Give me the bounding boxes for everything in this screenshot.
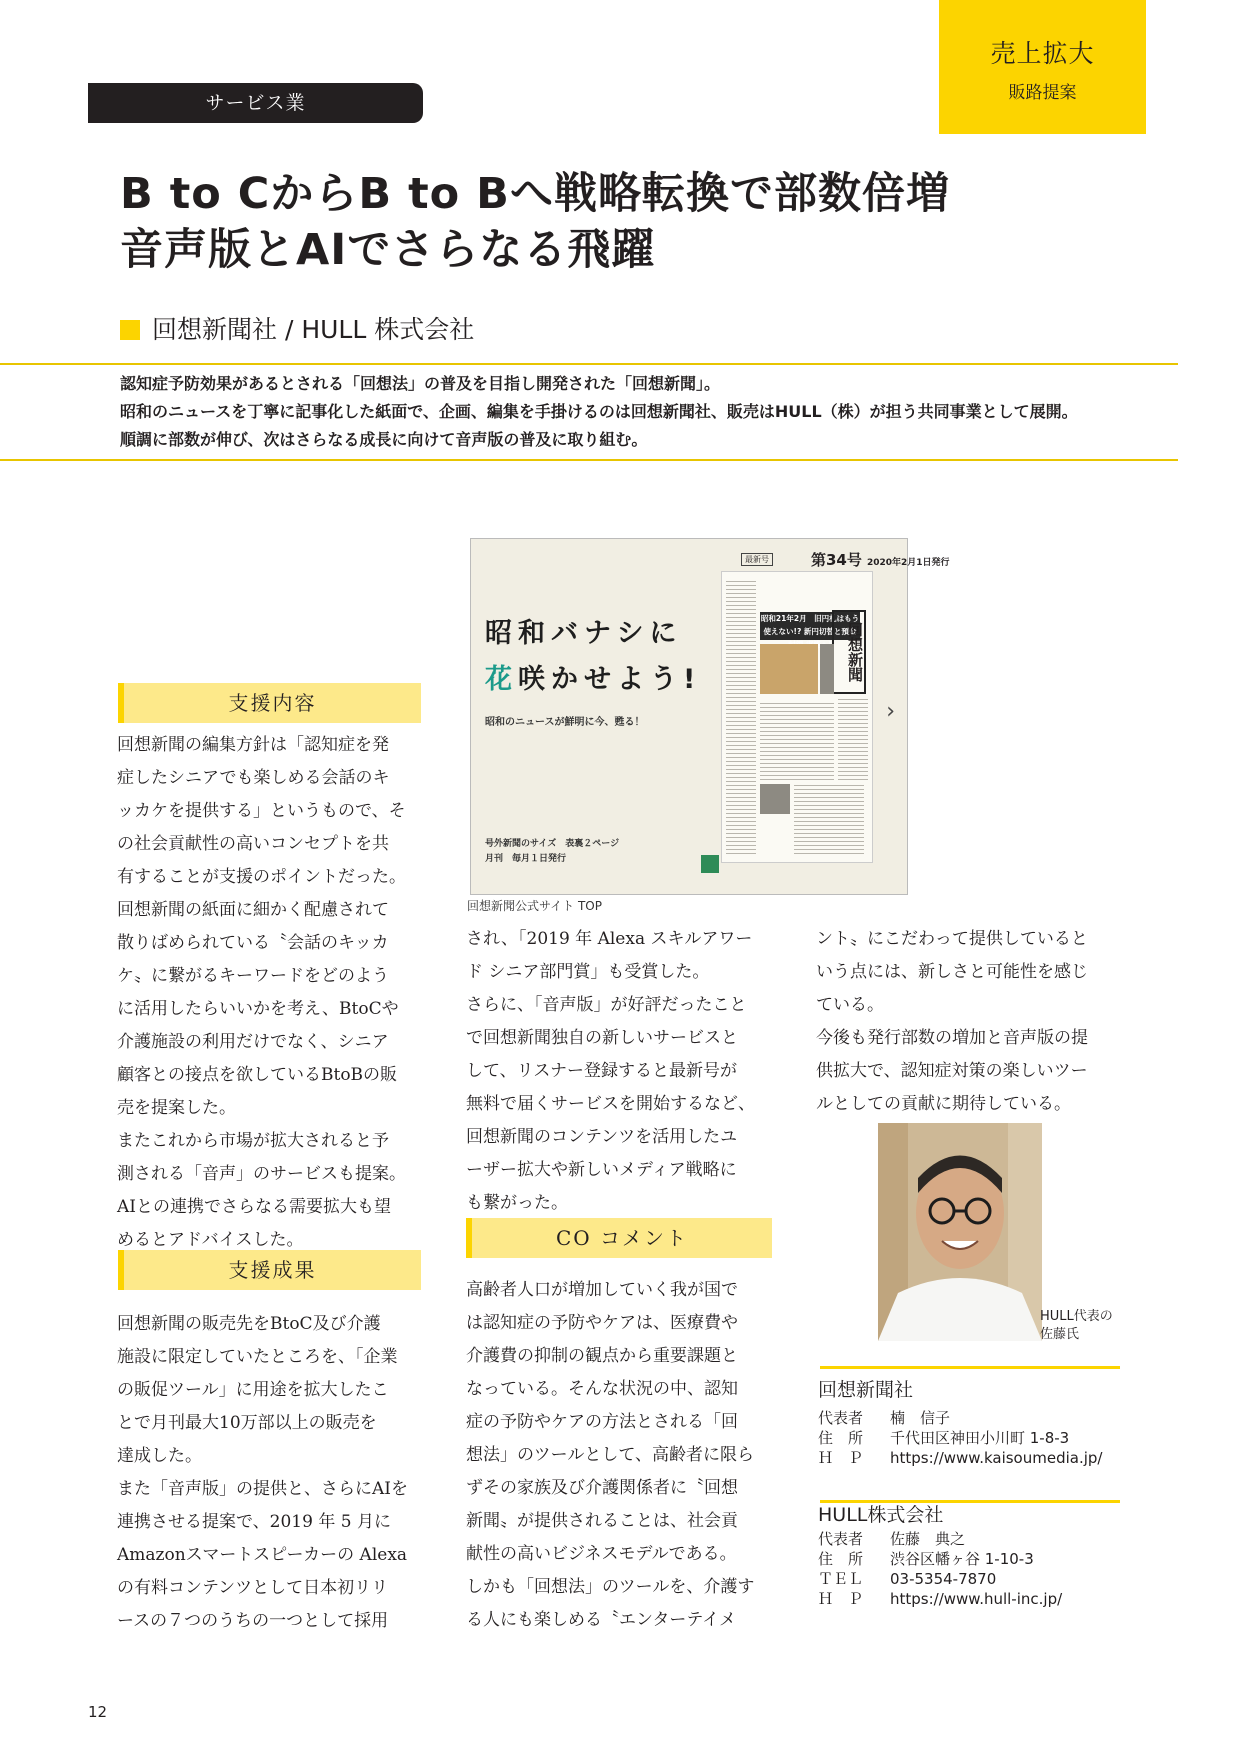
text-line: で回想新聞独自の新しいサービスと [466, 1028, 738, 1048]
text-line: なっている。そんな状況の中、認知 [466, 1379, 738, 1399]
text-line: ド シニア部門賞」も受賞した。 [466, 962, 710, 982]
text-line: 供拡大で、認知症対策の楽しいツー [816, 1061, 1088, 1081]
text-line: 施設に限定していたところを、「企業 [117, 1347, 398, 1367]
photo-caption-line: 佐藤氏 [1040, 1327, 1080, 1342]
row-value: https://www.hull-inc.jp/ [890, 1590, 1063, 1608]
portrait-illustration [878, 1123, 1042, 1341]
middle-body [466, 923, 778, 1220]
category-pill: サービス業 [88, 83, 423, 123]
company-row [818, 1549, 1062, 1569]
text-line: る人にも楽しめる〝エンターテイメ [466, 1610, 736, 1630]
text-line: 症したシニアでも楽しめる会話のキ [117, 768, 390, 788]
photo-caption [1040, 1308, 1113, 1344]
section-tag-main: 売上拡大 [990, 39, 1095, 68]
text-line: の社会貢献性の高いコンセプトを共 [117, 834, 389, 854]
row-value: 千代田区神田小川町 1-8-3 [890, 1429, 1070, 1447]
row-value: 03-5354-7870 [890, 1570, 997, 1588]
newspaper-column [726, 578, 756, 854]
text-line: 達成した。 [117, 1446, 202, 1466]
text-line: 高齢者人口が増加していく我が国で [466, 1280, 738, 1300]
headline-line-2: 音声版とAIでさらなる飛躍 [120, 225, 656, 275]
lead-paragraph [120, 370, 1078, 454]
row-value: https://www.kaisoumedia.jp/ [890, 1449, 1103, 1467]
company-row [818, 1569, 1062, 1589]
company-info-1 [818, 1375, 1102, 1468]
text-line: に活用したらいいかを考え、BtoCや [117, 999, 399, 1019]
row-key: 住 所 [818, 1550, 864, 1568]
text-line: ずその家族及び介護関係者に〝回想 [466, 1478, 738, 1498]
text-line: またこれから市場が拡大されると予 [117, 1131, 389, 1151]
info-divider [820, 1366, 1120, 1369]
text-line: 回想新聞の紙面に細かく配慮されて [117, 900, 389, 920]
text-line: ント〟にこだわって提供していると [816, 929, 1088, 949]
co-comment-body [466, 1274, 778, 1637]
text-line: 介護施設の利用だけでなく、シニア [117, 1032, 389, 1052]
text-line: 有することが支援のポイントだった。 [117, 867, 406, 887]
text-line: 症の予防やケアの方法とされる「回 [466, 1412, 738, 1432]
lead-top-rule [0, 363, 1178, 365]
text-line: 介護費の抑制の観点から重要課題と [466, 1346, 738, 1366]
website-screenshot [470, 538, 950, 895]
green-tab-icon [701, 855, 719, 873]
newspaper-column [760, 700, 834, 780]
text-line: ーザー拡大や新しいメディア戦略に [466, 1160, 737, 1180]
text-line: 回想新聞のコンテンツを活用したユ [466, 1127, 738, 1147]
row-key: 代表者 [818, 1409, 864, 1427]
headline-line-1: B to CからB to Bへ戦略転換で部数倍増 [120, 169, 950, 219]
text-line: 連携させる提案で、2019 年 5 月に [117, 1512, 391, 1532]
screenshot-caption: 回想新聞公式サイト TOP [467, 899, 602, 913]
text-line: も繋がった。 [466, 1193, 568, 1213]
portrait-photo [878, 1123, 1042, 1341]
text-line: 無料で届くサービスを開始するなど、 [466, 1094, 755, 1114]
hero-line-2 [485, 657, 701, 696]
newspaper-photo [820, 644, 834, 694]
row-key: 代表者 [818, 1530, 864, 1548]
right-body [816, 923, 1128, 1121]
co-comment-heading: CO コメント [466, 1218, 772, 1258]
text-line: は認知症の予防やケアは、医療費や [466, 1313, 738, 1333]
text-line: 散りばめられている〝会話のキッカ [117, 933, 389, 953]
lead-line-2: 昭和のニュースを丁寧に記事化した紙面で、企画、編集を手掛けるのは回想新聞社、販売はHULL（株）が担う共同事業として展開。 [120, 402, 1078, 421]
company-row [818, 1428, 1102, 1448]
section-tag-sub: 販路提案 [1008, 83, 1077, 103]
hero-footer-2: 月刊 毎月１日発行 [485, 854, 567, 864]
text-line: ッカケを提供する」というもので、そ [117, 801, 406, 821]
text-line: の有料コンテンツとして日本初リリ [117, 1578, 389, 1598]
text-line: 測される「音声」のサービスも提案。 [117, 1164, 406, 1184]
text-line: ースの７つのうちの一つとして採用 [117, 1611, 389, 1631]
newspaper-column [794, 784, 864, 854]
row-value: 楠 信子 [890, 1409, 951, 1427]
text-line: 回想新聞の販売先をBtoC及び介護 [117, 1314, 381, 1334]
issue-date: 2020年2月1日発行 [866, 558, 950, 568]
hero-footer-1: 号外新聞のサイズ 表裏２ページ [485, 839, 620, 849]
row-key: ＴＥＬ [818, 1570, 864, 1588]
support-results-body [117, 1308, 429, 1638]
text-line: され、「2019 年 Alexa スキルアワー [466, 929, 753, 949]
hero-highlight: 花 [485, 664, 518, 695]
hero-line-1: 昭和バナシに [485, 618, 683, 649]
text-line: の販促ツール」に用途を拡大したこ [117, 1380, 389, 1400]
text-line: とで月刊最大10万部以上の販売を [117, 1413, 377, 1433]
newspaper-masthead: 回想新聞 [832, 610, 866, 694]
support-results-heading: 支援成果 [118, 1250, 421, 1290]
text-line: ルとしての貢献に期待している。 [816, 1094, 1071, 1114]
text-line: さらに、「音声版」が好評だったこと [466, 995, 747, 1015]
company-line [120, 310, 474, 346]
issue-info [811, 549, 950, 570]
lead-line-1: 認知症予防効果があるとされる「回想法」の普及を目指し開発された「回想新聞」。 [120, 374, 721, 393]
company-row [818, 1589, 1062, 1609]
company-row [818, 1408, 1102, 1428]
hero-line-2-rest: 咲かせよう! [518, 664, 702, 695]
carousel-next-icon: › [886, 699, 895, 724]
text-line: しかも「回想法」のツールを、介護す [466, 1577, 755, 1597]
newspaper-banknote-photo [760, 644, 818, 694]
latest-issue-badge: 最新号 [741, 553, 773, 566]
text-line: AIとの連携でさらなる需要拡大も望 [117, 1197, 391, 1217]
text-line: 献性の高いビジネスモデルである。 [466, 1544, 737, 1564]
text-line: 顧客との接点を欲しているBtoBの販 [117, 1065, 398, 1085]
row-key: Ｈ Ｐ [818, 1590, 864, 1608]
text-line: 新聞〟が提供されることは、社会貢 [466, 1511, 738, 1531]
row-value: 渋谷区幡ヶ谷 1-10-3 [890, 1550, 1034, 1568]
lead-bottom-rule [0, 459, 1178, 461]
text-line: また「音声版」の提供と、さらにAIを [117, 1479, 408, 1499]
text-line: ケ〟に繋がるキーワードをどのよう [117, 966, 389, 986]
company-info-2 [818, 1500, 1062, 1609]
support-content-heading: 支援内容 [118, 683, 421, 723]
newspaper-photo [760, 784, 790, 814]
text-line: 売を提案した。 [117, 1098, 236, 1118]
text-line: めるとアドバイスした。 [117, 1230, 304, 1250]
company-row [818, 1448, 1102, 1468]
text-line: 回想新聞の編集方針は「認知症を発 [117, 735, 389, 755]
newspaper-preview [721, 571, 873, 863]
lead-line-3: 順調に部数が伸び、次はさらなる成長に向けて音声版の普及に取り組む。 [120, 430, 648, 449]
headline [120, 166, 950, 278]
text-line: ている。 [816, 995, 884, 1015]
yellow-square-icon [120, 320, 140, 340]
issue-number: 第34号 [811, 551, 862, 569]
hero-tagline: 昭和のニュースが鮮明に今、甦る！ [485, 717, 645, 728]
photo-caption-line: HULL代表の [1040, 1309, 1113, 1324]
row-key: Ｈ Ｐ [818, 1449, 864, 1467]
newspaper-headline: 昭和21年2月 旧円札はもう使えない!? 新円切替と預金 実施へ! [760, 614, 860, 649]
text-line: Amazonスマートスピーカーの Alexa [117, 1545, 408, 1565]
newspaper-column [838, 696, 868, 780]
company-row [818, 1529, 1062, 1549]
page-number: 12 [88, 1703, 108, 1721]
company-name: HULL株式会社 [818, 1504, 944, 1526]
section-tag [939, 0, 1146, 134]
text-line: いう点には、新しさと可能性を感じ [816, 962, 1088, 982]
row-key: 住 所 [818, 1429, 864, 1447]
text-line: して、リスナー登録すると最新号が [466, 1061, 737, 1081]
company-line-text: 回想新聞社 / HULL 株式会社 [152, 315, 475, 344]
support-content-body [117, 729, 429, 1257]
row-value: 佐藤 典之 [890, 1530, 966, 1548]
text-line: 想法」のツールとして、高齢者に限ら [466, 1445, 754, 1465]
text-line: 今後も発行部数の増加と音声版の提 [816, 1028, 1088, 1048]
company-name: 回想新聞社 [818, 1379, 914, 1401]
